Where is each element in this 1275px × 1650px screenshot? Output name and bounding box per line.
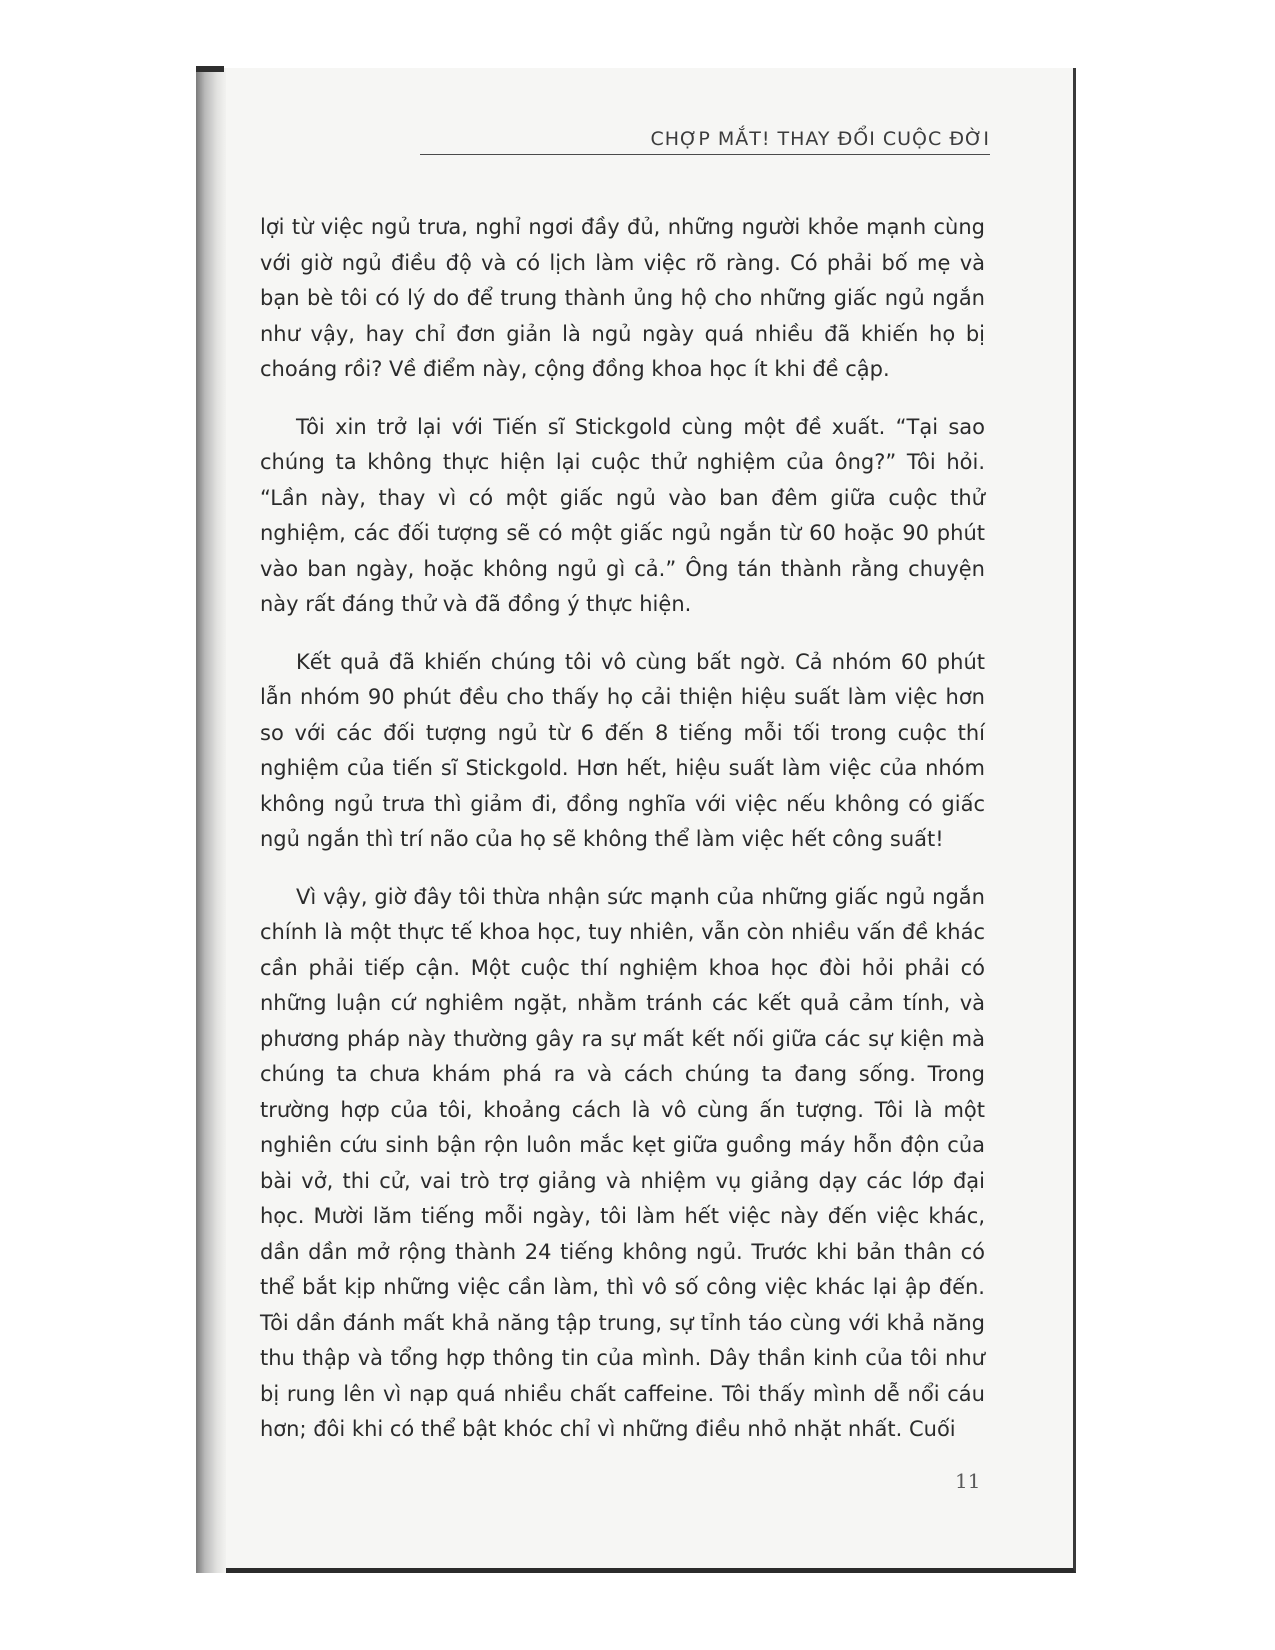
paragraph: Tôi xin trở lại với Tiến sĩ Stickgold cùng một đề xuất. “Tại sao chúng ta không thực hiện lại cuộc thử nghiệm của ông?” Tôi hỏi. “Lần này, thay vì có một giấc ngủ vào ban đêm giữa cuộc thử nghiệm, các đối tượng sẽ có một giấc ngủ ngắn từ 60 hoặc 90 phút vào ban ngày, hoặc không ngủ gì cả.” Ông tán thành rằng chuyện này rất đáng thử và đã đồng ý thực hiện. (260, 414, 985, 616)
running-header: CHỢP MẮT! THAY ĐỔI CUỘC ĐỜI (650, 128, 990, 150)
header-rule (420, 154, 990, 155)
spine-edge-mark (196, 66, 224, 72)
page-number: 11 (955, 1469, 981, 1493)
paragraph: Kết quả đã khiến chúng tôi vô cùng bất ngờ. Cả nhóm 60 phút lẫn nhóm 90 phút đều cho thấy họ cải thiện hiệu suất làm việc hơn so với các đối tượng ngủ từ 6 đến 8 tiếng mỗi tối trong cuộc thí nghiệm của tiến sĩ Stickgold. Hơn hết, hiệu suất làm việc của nhóm không ngủ trưa thì giảm đi, đồng nghĩa với việc nếu không có giấc ngủ ngắn thì trí não của họ sẽ không thể làm việc hết công suất! (260, 649, 985, 851)
body-text (260, 210, 985, 1470)
book-spine-shadow (196, 68, 226, 1573)
paragraph: Vì vậy, giờ đây tôi thừa nhận sức mạnh của những giấc ngủ ngắn chính là một thực tế khoa học, tuy nhiên, vẫn còn nhiều vấn đề khác cần phải tiếp cận. Một cuộc thí nghiệm khoa học đòi hỏi phải có những luận cứ nghiêm ngặt, nhằm tránh các kết quả cảm tính, và phương pháp này thường gây ra sự mất kết nối giữa các sự kiện mà chúng ta chưa khám phá ra và cách chúng ta đang sống. Trong trường hợp của tôi, khoảng cách là vô cùng ấn tượng. Tôi là một nghiên cứu sinh bận rộn luôn mắc kẹt giữa guồng máy hỗn độn của bài vở, thi cử, vai trò trợ giảng và nhiệm vụ giảng dạy các lớp đại học. Mười lăm tiếng mỗi ngày, tôi làm hết việc này đến việc khác, dần dần mở rộng thành 24 tiếng không ngủ. Trước khi bản thân có thể bắt kịp những việc cần làm, thì vô số công việc khác lại ập đến. Tôi dần đánh mất khả năng tập trung, sự tỉnh táo cùng với khả năng thu thập và tổng hợp thông tin của mình. Dây thần kinh của tôi như bị rung lên vì nạp quá nhiều chất caffeine. Tôi thấy mình dễ nổi cáu hơn; đôi khi có thể bật khóc chỉ vì những điều nhỏ nhặt nhất. Cuối (260, 884, 985, 1441)
paragraph-continuation: lợi từ việc ngủ trưa, nghỉ ngơi đầy đủ, những người khỏe mạnh cùng với giờ ngủ điều độ và có lịch làm việc rõ ràng. Có phải bố mẹ và bạn bè tôi có lý do để trung thành ủng hộ cho những giấc ngủ ngắn như vậy, hay chỉ đơn giản là ngủ ngày quá nhiều đã khiến họ bị choáng rồi? Về điểm này, cộng đồng khoa học ít khi đề cập. (260, 215, 985, 381)
